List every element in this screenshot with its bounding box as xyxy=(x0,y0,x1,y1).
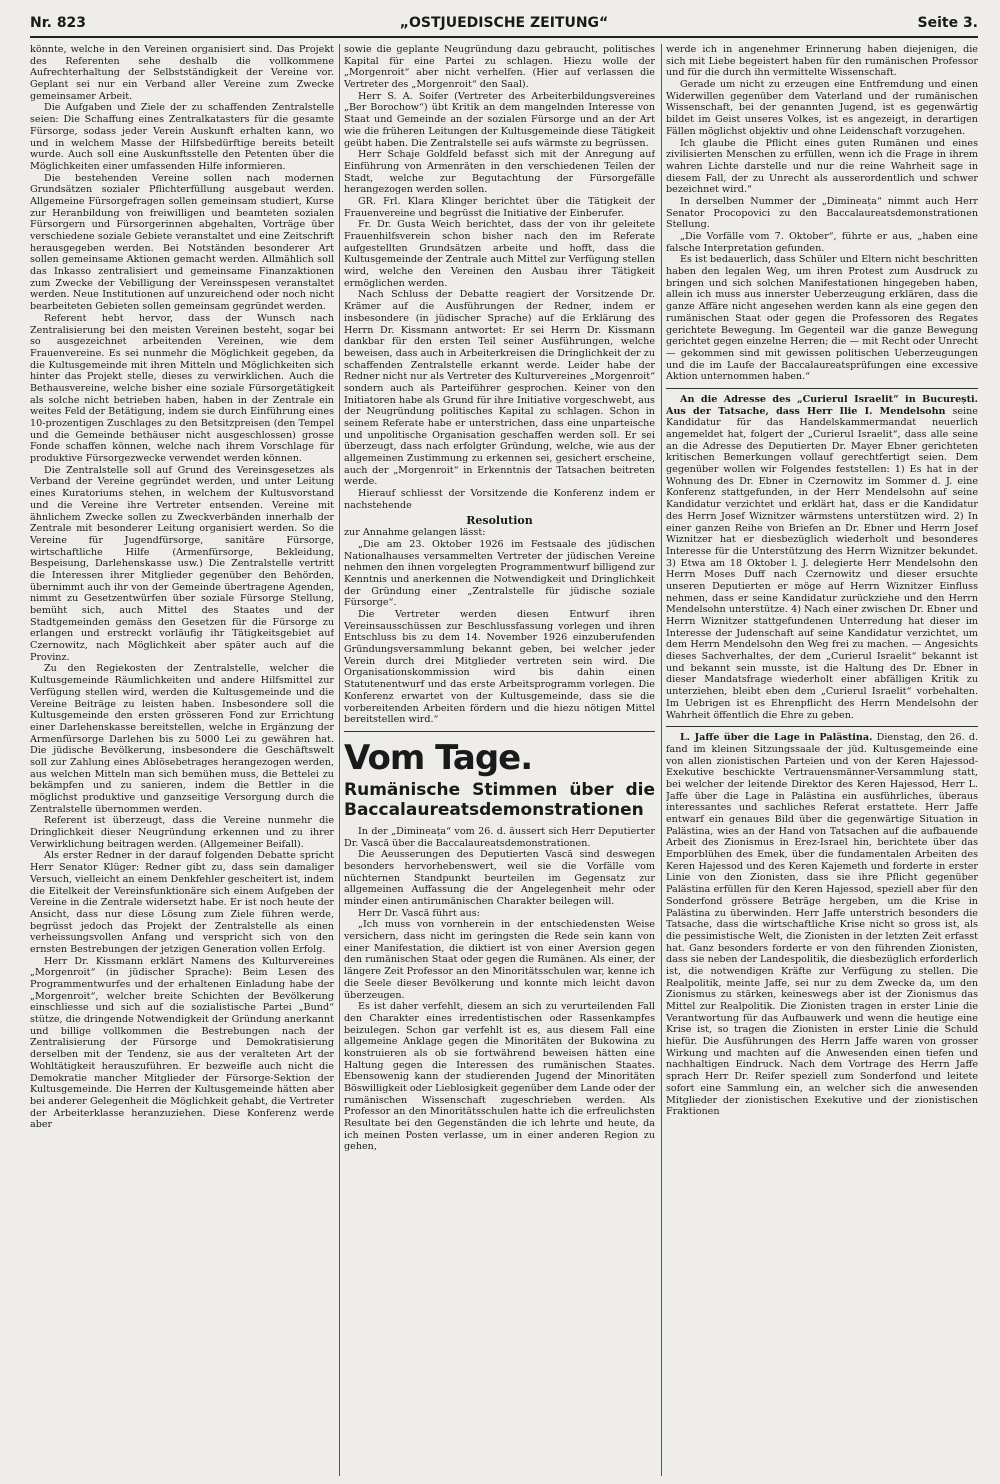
paragraph: könnte, welche in den Vereinen organisiert sind. Das Projekt des Referenten sehe deshalb die vollkommene Aufrechterhaltung der Selbstständigkeit der Vereine vor. Geplant sei nur ein Verband aller Vereine zum Zwecke gemeinsamer Arbeit. xyxy=(30,44,334,102)
paragraph: Hierauf schliesst der Vorsitzende die Konferenz indem er nachstehende xyxy=(344,488,655,511)
paragraph: sowie die geplante Neugründung dazu gebraucht, politisches Kapital für eine Partei zu schlagen. Hiezu wolle der „Morgenroit“ aber nicht verhelfen. (Hier auf verlassen die Vertreter des „Morgenroit“ den Saal). xyxy=(344,44,655,91)
curierul-body: seine Kandidatur für das Handelskammermandat neuerlich angemeldet hat, folgert der „Curierul Israelit“, dass alle seine an die Adresse des Deputierten Dr. Mayer Ebner gerichteten kritischen Bemerkungen vollauf gerechtfertigt seien. Dem gegenüber wollen wir Folgendes feststellen: 1) Es hat in der Wohnung des Dr. Ebner in Czernowitz im Sommer d. J. eine Konferenz stattgefunden, in der Herr Mendelsohn auf seine Kandidatur verzichtet und erklärt hat, dass er die Kandidatur des Herrn Josef Wiznitzer wärmstens unterstützen wird. 2) In einer ganzen Reihe von Briefen an Dr. Ebner und Herrn Josef Wiznitzer hat er diesbezüglich wiederholt und besonderes Interesse für die Unterstützung des Herrn Wiznitzer bekundet. 3) Etwa am 18 Oktober l. J. delegierte Herr Mendelsohn den Herrn Moses Duff nach Czernowitz und dieser ersuchte unseren Deputierten er möge auf Herrn Wiznitzer Einfluss nehmen, dass er seine Kandidatur zurückziehe und den Herrn Mendelsohn unterstütze. 4) Nach einer zwischen Dr. Ebner und Herrn Wiznitzer stattgefundenen Unterredung hat dieser im Interesse der Judenschaft auf seine Kandidatur verzichtet, um dem Herrn Mendelsohn den Weg frei zu machen. — Angesichts dieses Sachverhaltes, der dem „Curierul Israelit“ bekannt ist und bekannt sein musste, ist die Haltung des Dr. Ebner in dieser Mandatsfrage wiederholt einer abfälligen Kritik zu unterziehen, bleibt eben dem „Curierul Israelit“ vorbehalten. Im Uebrigen ist es Ehrenpflicht des Herrn Mendelsohn der Wahrheit öffentlich die Ehre zu geben. xyxy=(666,405,978,721)
paragraph: Referent ist überzeugt, dass die Vereine nunmehr die Dringlichkeit dieser Neugründung erkennen und zu ihrer Verwirklichung beitragen werden. (Allgemeiner Beifall). xyxy=(30,815,334,850)
paragraph: Als erster Redner in der darauf folgenden Debatte spricht Herr Senator Klüger: Redner gibt zu, dass sein damaliger Versuch, vielleicht an einem Denkfehler gescheitert ist, indem die Eitelkeit der Vereinsfunktionäre sich einem Aufgeben der Vereine in die Zentrale widersetzt habe. Er ist noch heute der Ansicht, dass nur diese Lösung zum Ziele führen werde, begrüsst jedoch das Projekt der Zentralstelle als einen verheissungsvollen Anfang und verspricht sich von den ernsten Bestrebungen der jetzigen Generation vollen Erfolg. xyxy=(30,850,334,955)
jaffe-article xyxy=(666,732,978,1118)
jaffe-lead: L. Jaffe über die Lage in Palästina. xyxy=(680,732,873,744)
paragraph: „Die Vorfälle vom 7. Oktober“, führte er aus, „haben eine falsche Interpretation gefunden. xyxy=(666,231,978,254)
jaffe-body: Dienstag, den 26. d. fand im kleinen Sitzungssaale der jüd. Kultusgemeinde eine von allen zionistischen Parteien und von der Keren Hajessod-Exekutive beschickte Vertrauensmänner-Versammlung statt, bei welcher der leitende Direktor des Keren Hajessod, Herr L. Jaffe über die Lage in Palästina ein ausführliches, überaus interessantes und sachliches Referat erstattete. Herr Jaffe entwarf ein genaues Bild über die gegenwärtige Situation in Palästina, wies an der Hand von Tatsachen auf die aufbauende Arbeit des Zionismus in Erez-Israel hin, berichtete über das Emporblühen des Emek, über die fundamentalen Arbeiten des Keren Hajessod und des Keren Kajemeth und forderte in erster Linie von den Zionisten, dass sie ihre Pflicht gegenüber Palästina erfüllen für den Keren Hajessod, speziell aber für den Sonderfond grössere Beträge hergeben, um die Krise in Palästina zu überwinden. Herr Jaffe unterstrich besonders die Tatsache, dass die wirtschaftliche Krise nicht so gross ist, als die pessimistische Welt, die Zionisten in der letzten Zeit erfasst hat. Ganz besonders forderte er von den führenden Zionisten, dass sie neben der Landespolitik, die diesbezüglich erforderlich ist, die notwendigen Kräfte zur Verfügung zu stellen. Die Realpolitik, meinte Jaffe, sei nur zu dem Zwecke da, um den Zionismus zu stärken, keineswegs aber ist der Zionismus das Mittel zur Realpolitik. Die Zionisten tragen in erster Linie die Verantwortung für das Aufbauwerk und wenn die heutige eine Krise ist, so tragen die Zionisten in erster Linie die Schuld hiefür. Die Ausführungen des Herrn Jaffe waren von grosser Wirkung und machten auf die Anwesenden einen tiefen und nachhaltigen Eindruck. Nach dem Vortrage des Herrn Jaffe sprach Herr Dr. Reifer speziell zum Sonderfond und leitete sofort eine Sammlung ein, an welcher sich die anwesenden Mitglieder der zionistischen Exekutive und der zionistischen Fraktionen xyxy=(666,732,978,1118)
page-number: Seite 3. xyxy=(917,15,978,31)
section-divider xyxy=(666,726,978,727)
curierul-lead: An die Adresse des „Curierul Israelit“ in București. Aus der Tatsache, dass Herr Ilie I. Mendelsohn xyxy=(666,393,978,417)
column-divider xyxy=(339,44,340,1476)
paragraph: „Ich muss von vornherein in der entschiedensten Weise versichern, dass nicht im geringsten die Rede sein kann von einer Manifestation, die diktiert ist von einer Aversion gegen den rumänischen Staat oder gegen die Rumänen. Als einer, der längere Zeit Professor an den Minoritätsschulen war, kenne ich die Seele dieser Bevölkerung und konnte mich leicht davon überzeugen. xyxy=(344,919,655,1001)
issue-number: Nr. 823 xyxy=(30,15,87,31)
newspaper-title: „OSTJUEDISCHE ZEITUNG“ xyxy=(399,15,609,31)
paragraph: Herr Dr. Kissmann erklärt Namens des Kulturvereines „Morgenroit“ (in jüdischer Sprache): Beim Lesen des Programmentwurfes und der erhaltenen Einladung habe der „Morgenroit“, welcher breite Schichten der Bevölkerung einschliesse und sich auf die sozialistische Partei „Bund“ stütze, die dringende Notwendigkeit der Gründung anerkannt und billige vollkommen die Bestrebungen nach der Zentralisierung der Fürsorge und Demokratisierung derselben mit der Tendenz, sie aus der veralteten Art der Wohltätigkeit herauszuführen. Er bezweifle auch nicht die Demokratie mancher Mitglieder der Fürsorge-Sektion der Kultusgemeinde. Die Herren der Kultusgemeinde hätten aber bei anderer Gelegenheit die Möglichkeit gehabt, die Vertreter der Arbeiterklasse heranzuziehen. Diese Konferenz werde aber xyxy=(30,955,334,1131)
resolution-paragraph: „Die am 23. Oktober 1926 im Festsaale des jüdischen Nationalhauses versammelten Vertreter der jüdischen Vereine nehmen den ihnen vorgelegten Programmentwurf billigend zur Kenntnis und anerkennen die Notwendigkeit und Dringlichkeit der Gründung einer „Zentralstelle für jüdische soziale Fürsorge“. xyxy=(344,538,655,609)
paragraph: Gerade um nicht zu erzeugen eine Entfremdung und einen Widerwillen gegenüber dem Vaterland und der rumänischen Wissenschaft, bei der genannten Jugend, ist es gegenwärtig bildet im Geist unseres Volkes, ist es angezeigt, in derartigen Fällen möglichst objektiv und ohne Leidenschaft vorzugehen. xyxy=(666,79,978,137)
paragraph: In derselben Nummer der „Dimineața“ nimmt auch Herr Senator Procopovici zu den Baccalaureatsdemonstrationen Stellung. xyxy=(666,195,978,231)
resolution-heading: Resolution xyxy=(466,513,533,527)
paragraph: Die Aeusserungen des Deputierten Vască sind deswegen besonders hervorhebenswert, weil sie die Vorfälle vom nüchternen Standpunkt beurteilen im Gegensatz zur allgemeinen Auffassung die der Angelegenheit mehr oder minder einen antirumänischen Charakter beilegen will. xyxy=(344,849,655,907)
paragraph: Herr Schaje Goldfeld befasst sich mit der Anregung auf Einführung von Armenräten in den verschiedenen Teilen der Stadt, welche zur Begutachtung der Fürsorgefälle herangezogen werden sollen. xyxy=(344,149,655,196)
column-divider xyxy=(661,44,662,1476)
paragraph: Die bestehenden Vereine sollen nach modernen Grundsätzen sozialer Pflichterfüllung ausgebaut werden. Allgemeine Fürsorgefragen sollen gemeinsam studiert, Kurse zur Heranbildung von freiwilligen und beamteten sozialen Fürsorgern und Fürsorgerinnen abgehalten, Vorträge über verschiedene soziale Gebiete veranstaltet und eine Zeitschrift herausgegeben werden. Bei Notständen besonderer Art sollen gemeinsame Aktionen gemacht werden. Allmählich soll das Inkasso zentralisiert und gemeinsame Finanzaktionen zum Zwecke der Vebilligung der Vereinsspesen veranstaltet werden. Neue Institutionen auf unzureichend oder noch nicht bearbeiteten Gebieten sollen gemeinsam gegründet werden. xyxy=(30,172,334,313)
paragraph: Herr Dr. Vască führt aus: xyxy=(358,907,480,919)
curierul-article xyxy=(666,394,978,721)
paragraph: In der „Dimineața“ vom 26. d. äussert sich Herr Deputierter Dr. Vască über die Baccalaureatsdemonstrationen. xyxy=(344,825,655,849)
column-2 xyxy=(344,44,655,1476)
paragraph: Referent hebt hervor, dass der Wunsch nach Zentralisierung bei den meisten Vereinen besteht, sogar bei so ausgezeichnet arbeitenden Vereinen, wie dem Frauenvereine. Es sei nunmehr die Möglichkeit gegeben, da die Kultusgemeinde mit ihren Mitteln und Möglichkeiten sich hinter das Projekt stelle, dieses zu verwirklichen. Auch die Bethausvereine, welche bisher eine soziale Fürsorgetätigkeit als solche nicht betrieben haben, haben in der Zentrale ein weites Feld der Betätigung, indem sie durch Einführung eines 10-prozentigen Zuschlages zu den Betsitzpreisen (den Tempel und die Gemeinde bethäuser nicht ausgeschlossen) grosse Fonde schaffen können, welche nach ihrem Vorschlage für produktive Fürsorgezwecke verwendet werden können. xyxy=(30,312,334,465)
paragraph: GR. Frl. Klara Klinger berichtet über die Tätigkeit der Frauenvereine und begrüsst die Initiative der Einberufer. xyxy=(344,195,655,219)
paragraph: Herr S. A. Soifer (Vertreter des Arbeiterbildungsvereines „Ber Borochow“) übt Kritik an dem mangelnden Interesse von Staat und Gemeinde an der sozialen Fürsorge und an der Art wie die früheren Leitungen der Kultusgemeinde diese Tätigkeit geübt haben. Die Zentralstelle sei aufs wärmste zu begrüssen. xyxy=(344,90,655,149)
section-divider xyxy=(344,731,655,732)
resolution-paragraph: Die Vertreter werden diesen Entwurf ihren Vereinsausschüssen zur Beschlussfassung vorlegen und ihren Entschluss bis zu dem 14. November 1926 einzuberufenden Gründungsversammlung bekannt geben, bei welcher jeder Verein durch drei Mitglieder vertreten sein wird. Die Organisationskommission wird bis dahin einen Statutenentwurf und das erste Arbeitsprogramm vorlegen. Die Konferenz erwartet von der Kultusgemeinde, dass sie die vorbereitenden Arbeiten fördern und die hiezu nötigen Mittel bereitstellen wird.“ xyxy=(344,609,655,726)
paragraph: Zu den Regiekosten der Zentralstelle, welcher die Kultusgemeinde Räumlichkeiten und andere Hilfsmittel zur Verfügung stellen wird, werden die Kultusgemeinde und die Vereine Beiträge zu leisten haben. Insbesondere soll die Kultusgemeinde den ersten grösseren Fond zur Errichtung einer Darlehenskasse bereitstellen, welche in Ergänzung der Armenfürsorge Darlehen bis zu 5000 Lei zu gewähren hat. Die jüdische Bevölkerung, insbesondere die Geschäftswelt soll zur Zahlung eines Ablösebetrages herangezogen werden, aus welchen Mitteln man sich bemühen muss, die Bettelei zu bekämpfen und zu sanieren, indem die Bettler in die möglichst produktive und ganzseitige Versorgung durch die Zentralstelle übernommen werden. xyxy=(30,663,334,815)
page-header xyxy=(30,10,978,38)
article-headline: Rumänische Stimmen über die Baccalaureatsdemonstrationen xyxy=(344,779,655,820)
paragraph: werde ich in angenehmer Erinnerung haben diejenigen, die sich mit Liebe begeistert haben für den rumänischen Professor und für die durch ihn vermittelte Wissenschaft. xyxy=(666,44,978,79)
paragraph: Es ist bedauerlich, dass Schüler und Eltern nicht beschritten haben den legalen Weg, um ihren Protest zum Ausdruck zu bringen und sich solchen Manifestationen hingegeben haben, allein ich muss aus innerster Ueberzeugung erklären, dass die ganze Affäre nicht angesehen werden kann als eine gegen den rumänischen Staat oder gegen die Professoren des Regates gerichtete Bewegung. Im Gegenteil war die ganze Bewegung gerichtet gegen einzelne Herren; die — mit Recht oder Unrecht — gekommen sind mit gewissen politischen Ueberzeugungen und die im Laufe der Baccalaureatsprüfungen eine excessive Aktion unternommen haben.“ xyxy=(666,254,978,383)
paragraph: Nach Schluss der Debatte reagiert der Vorsitzende Dr. Krämer auf die Ausführungen der Redner, indem er insbesondere (in jüdischer Sprache) auf die Erklärung des Herrn Dr. Kissmann antwortet: Er sei Herrn Dr. Kissmann dankbar für den ersten Teil seiner Ausführungen, welche beweisen, dass auch in Arbeiterkreisen die Dringlichkeit der zu schaffenden Zentralstelle erkannt werde. Leider habe der Redner nicht nur als Vertreter des Kulturvereines „Morgenroit“ sondern auch als Parteiführer gesprochen. Keiner von den Initiatoren habe als Grund für ihre Initiative vorgeschwebt, aus der Neugründung politisches Kapital zu schlagen. Schon in seinem Referate habe er unterstrichen, dass eine unparteische und unpolitische Organisation geschaffen werden soll. Er sei überzeugt, dass nach erfolgter Gründung, welche, wie aus der allgemeinen Zustimmung zu erkennen sei, gesichert erscheine, auch der „Morgenroit“ in Erkenntnis der Tatsachen beitreten werde. xyxy=(344,289,655,488)
resolution-intro: zur Annahme gelangen lässt: xyxy=(344,527,486,539)
paragraph: Fr. Dr. Gusta Weich berichtet, dass der von ihr geleitete Frauenhilfsverein schon bisher nach den im Referate aufgestellten Grundsätzen arbeite und hofft, dass die Kultusgemeinde der Zentrale auch Mittel zur Verfügung stellen wird, welche den Vereinen den Ausbau ihrer Tätigkeit ermöglichen werden. xyxy=(344,219,655,289)
column-1 xyxy=(30,44,334,1476)
paragraph: Ich glaube die Pflicht eines guten Rumänen und eines zivilisierten Menschen zu erfüllen, wenn ich die Frage in ihrem wahren Lichte darstelle und nur die reine Wahrheit sage in diesem Fall, der zu Unrecht als ausserordentlich und schwer bezeichnet wird.“ xyxy=(666,137,978,196)
paragraph: Die Zentralstelle soll auf Grund des Vereinsgesetzes als Verband der Vereine gegründet werden, und unter Leitung eines Kuratoriums stehen, in welchem der Kultusvorstand und die Vereine ihre Vertreter entsenden. Vereine mit ähnlichem Zwecke sollen zu Zweckverbänden innerhalb der Zentrale mit besonderer Leitung organisiert werden. So die Vereine für Jugendfürsorge, sanitäre Fürsorge, wirtschaftliche Hilfe (Armenfürsorge, Bekleidung, Bespeisung, Darlehenskasse usw.) Die Zentralstelle vertritt die Interessen ihrer Mitglieder gegenüber den Behörden, übernimmt auch ihr von der Gemeinde übertragene Agenden, nimmt zu Gesetzentwürfen über soziale Fürsorge Stellung, bemüht sich, auch Mittel des Staates und der Stadtgemeinden gemäss den Gesetzen für die Fürsorge zu erlangen und erstreckt vorläufig ihr Tätigkeitsgebiet auf Czernowitz, nach Möglichkeit aber später auch auf die Provinz. xyxy=(30,464,334,663)
section-title-vom-tage: Vom Tage. xyxy=(344,737,533,778)
column-3 xyxy=(666,44,978,1476)
section-divider xyxy=(666,388,978,389)
paragraph: Es ist daher verfehlt, diesem an sich zu verurteilenden Fall den Charakter eines irredentistischen oder Rassenkampfes beizulegen. Schon gar verfehlt ist es, aus diesem Fall eine allgemeine Anklage gegen die Minoritäten der Bukowina zu konstruieren als ob sie fortwährend beweisen hätten eine Haltung gegen die Interessen des rumänischen Staates. Ebensowenig kann der studierenden Jugend der Minoritäten Böswilligkeit oder Lieblosigkeit gegenüber dem Lande oder der rumänischen Wissenschaft zugeschrieben werden. Als Professor an den Minoritätsschulen hatte ich die erfreulichsten Resultate bei den Gegenständen die ich lehrte und heute, da ich meinen Posten verlasse, um in einer anderen Region zu gehen, xyxy=(344,1001,655,1153)
paragraph: Die Aufgaben und Ziele der zu schaffenden Zentralstelle seien: Die Schaffung eines Zentralkatasters für die gesamte Fürsorge, sodass jeder Verein Auskunft erhalten kann, wo und in welchem Masse der Hilfsbedürftige bereits beteilt wurde. Auch soll eine Auskunftsstelle den Petenten über die Möglichkeiten einer umfassenden Hilfe informieren. xyxy=(30,102,334,172)
